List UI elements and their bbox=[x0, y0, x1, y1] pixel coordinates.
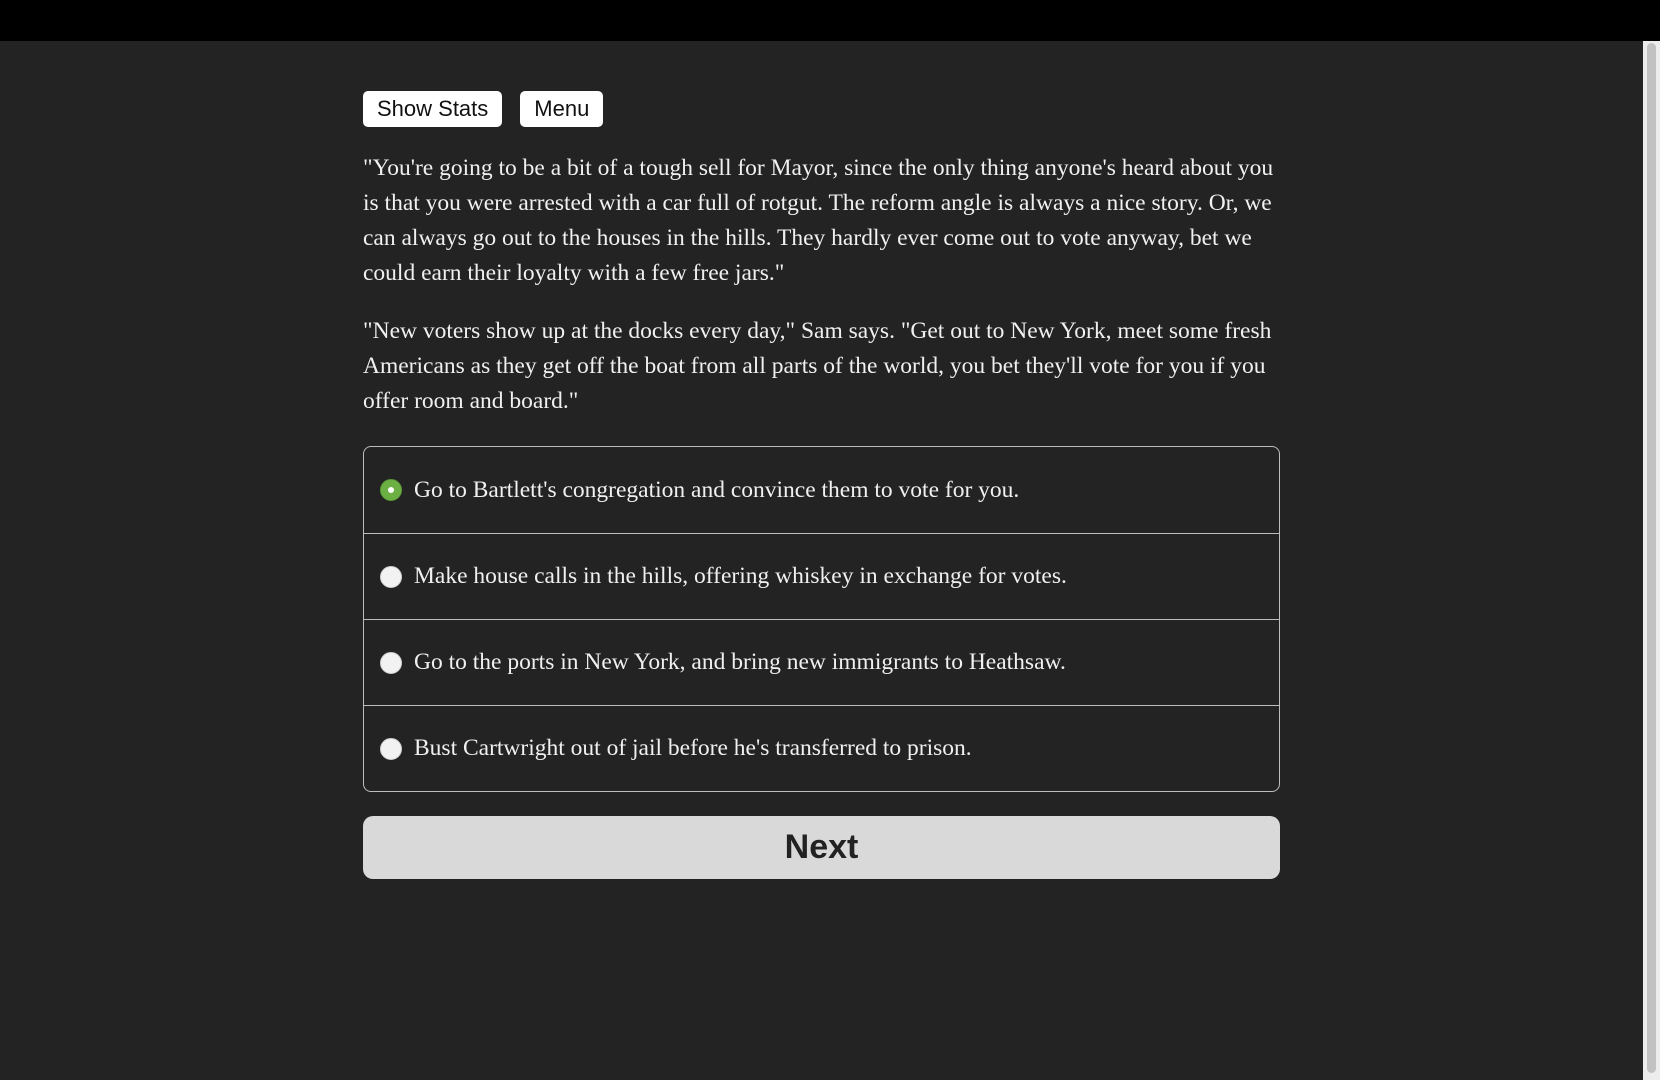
scrollbar-thumb[interactable] bbox=[1647, 43, 1656, 1073]
top-buttons bbox=[363, 91, 1280, 127]
show-stats-button[interactable]: Show Stats bbox=[363, 91, 502, 127]
choice-label: Make house calls in the hills, offering whiskey in exchange for votes. bbox=[414, 563, 1067, 589]
story-paragraph: "New voters show up at the docks every day," Sam says. "Get out to New York, meet some fresh Americans as they get off the boat from all parts of the world, you bet they'll vote for you if you offer room and board." bbox=[363, 318, 1272, 414]
choice-option[interactable] bbox=[364, 533, 1279, 619]
radio-button[interactable] bbox=[380, 738, 402, 760]
choice-option[interactable] bbox=[364, 447, 1279, 533]
game-viewport bbox=[0, 41, 1643, 1080]
radio-button[interactable] bbox=[380, 566, 402, 588]
choice-list bbox=[363, 446, 1280, 792]
browser-top-bar bbox=[0, 0, 1660, 41]
radio-button-selected[interactable] bbox=[380, 479, 402, 501]
next-button[interactable]: Next bbox=[363, 816, 1280, 879]
vertical-scrollbar[interactable] bbox=[1643, 41, 1660, 1080]
radio-button[interactable] bbox=[380, 652, 402, 674]
choice-label: Go to the ports in New York, and bring new immigrants to Heathsaw. bbox=[414, 649, 1066, 675]
story-paragraph: "You're going to be a bit of a tough sell for Mayor, since the only thing anyone's heard about you is that you were arrested with a car full of rotgut. The reform angle is always a nice story. Or, we can always go out to the houses in the hills. They hardly ever come out to vote anyway, bet we could earn their loyalty with a few free jars." bbox=[363, 155, 1274, 286]
choice-option[interactable] bbox=[364, 619, 1279, 705]
menu-button[interactable]: Menu bbox=[520, 91, 603, 127]
choice-option[interactable] bbox=[364, 705, 1279, 791]
game-container bbox=[363, 91, 1280, 879]
choice-label: Go to Bartlett's congregation and convince them to vote for you. bbox=[414, 476, 1020, 503]
choice-label: Bust Cartwright out of jail before he's transferred to prison. bbox=[414, 735, 972, 761]
